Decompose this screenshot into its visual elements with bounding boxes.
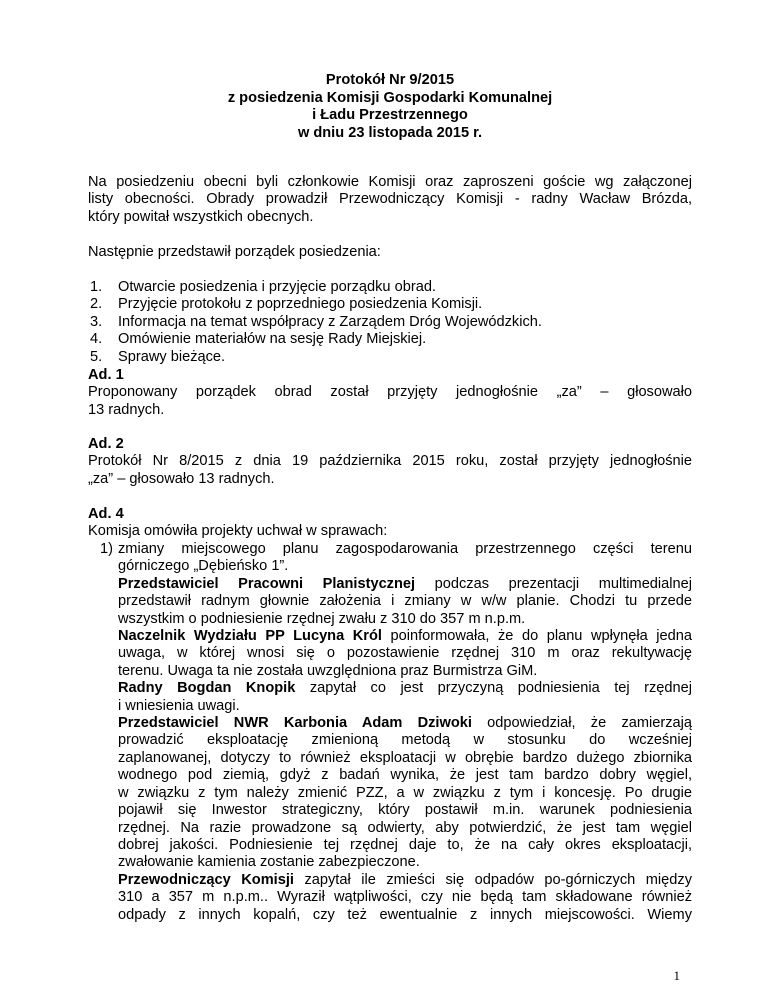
speaker-line: przedstawił radnym głownie założenia i zmiany w w/w planie. Chodzi tu przede xyxy=(118,593,692,610)
agenda-text: Sprawy bieżące. xyxy=(118,348,226,365)
speaker-name: Naczelnik Wydziału PP Lucyna Król xyxy=(118,628,382,645)
speaker-name: Przedstawiciel NWR Karbonia Adam Dziwoki xyxy=(118,715,472,732)
speaker-line xyxy=(116,872,692,889)
agenda-text: Otwarcie posiedzenia i przyjęcie porządku obrad. xyxy=(118,279,436,295)
title-line-2: z posiedzenia Komisji Gospodarki Komunalnej xyxy=(227,89,553,106)
item-line: zmiany miejscowego planu zagospodarowania przestrzennego części terenu xyxy=(118,541,692,557)
ad1-line: Proponowany porządek obrad został przyjęty jednogłośnie „za” – głosowało xyxy=(88,384,692,401)
agenda-number: 2. xyxy=(90,296,103,313)
speaker-name: Przewodniczący Komisji xyxy=(118,871,294,888)
agenda-item xyxy=(88,279,692,296)
intro-line: który powitał wszystkich obecnych. xyxy=(88,208,314,225)
title-line-1: Protokół Nr 9/2015 xyxy=(325,72,455,88)
intro-line: listy obecności. Obrady prowadził Przewodniczący Komisji - radny Wacław Brózda, xyxy=(88,191,692,208)
speaker-line: wszystkim o podniesienie rzędnej zwału z 310 do 357 m n.p.m. xyxy=(118,610,526,627)
agenda-item xyxy=(88,331,692,348)
agenda-text: Przyjęcie protokołu z poprzedniego posiedzenia Komisji. xyxy=(118,296,483,313)
intro-paragraph xyxy=(88,174,692,226)
agenda-number: 3. xyxy=(90,313,103,330)
speaker-line: w związku z tym należy zmienić PZZ, a w związku z tym i koncesję. Po drugie xyxy=(118,784,692,801)
agenda-number: 1. xyxy=(90,279,103,295)
title-line-4: w dniu 23 listopada 2015 r. xyxy=(297,124,483,141)
speaker-text: podczas prezentacji multimedialnej xyxy=(415,575,692,592)
document-title xyxy=(88,72,692,142)
ad1-line: 13 radnych. xyxy=(88,401,165,418)
speaker-line: rzędnej. Na razie prowadzone są odwierty, aby potwierdzić, że jest tam węgiel xyxy=(118,819,692,836)
intro-line: Na posiedzeniu obecni byli członkowie Komisji oraz zaproszeni goście wg załączonej xyxy=(88,174,692,190)
speaker-line: 310 a 357 m n.p.m.. Wyraził wątpliwości, czy nie będą tam składowane również xyxy=(118,889,692,906)
speaker-text: zapytał ile zmieści się odpadów po-górniczych między xyxy=(293,871,692,888)
speaker-name: Przedstawiciel Pracowni Planistycznej xyxy=(118,575,416,592)
agenda-list xyxy=(88,279,692,366)
speaker-line: i wniesienia uwagi. xyxy=(118,697,240,714)
speaker-line: prowadzić eksploatację zmienioną metodą w stosunku do wcześniej xyxy=(118,732,692,749)
ad1-heading: Ad. 1 xyxy=(88,367,124,383)
speaker-line: zaplanowanej, dotyczy to również eksploatacji w obrębie bardzo dużego zbiornika xyxy=(118,749,692,766)
agenda-intro: Następnie przedstawił porządek posiedzenia: xyxy=(88,244,381,260)
speaker-text: poinformowała, że do planu wpłynęła jedna xyxy=(381,628,692,645)
ad2-line: „za” – głosowało 13 radnych. xyxy=(88,470,275,487)
agenda-text: Informacja na temat współpracy z Zarządem Dróg Wojewódzkich. xyxy=(118,313,542,330)
ad1-section xyxy=(88,367,692,419)
speaker-line: wodnego pod ziemią, gdyż z badań wynika, że jest tam bardzo dobry węgiel, xyxy=(118,767,692,784)
speaker-line xyxy=(116,715,692,732)
item-number: 1) xyxy=(100,541,113,557)
speaker-line: uwaga, w której wnosi się o pozostawienie rzędnej 310 m oraz rekultywację xyxy=(118,645,692,662)
speaker-line: pojawił się Inwestor strategiczny, który postawił m.in. warunek podniesienia xyxy=(118,802,692,819)
ad2-heading: Ad. 2 xyxy=(88,436,124,452)
speaker-text: zapytał co jest przyczyną podniesienia tej rzędnej xyxy=(295,680,693,697)
ad2-section xyxy=(88,436,692,488)
speaker-line xyxy=(116,628,692,645)
item-line: górniczego „Dębieńsko 1”. xyxy=(118,558,289,575)
speaker-line: dobrej jakości. Podniesienie tej rzędnej daje to, że na cały okres eksploatacji, xyxy=(118,836,692,853)
ad4-intro: Komisja omówiła projekty uchwał w sprawach: xyxy=(88,523,388,540)
ad2-line: Protokół Nr 8/2015 z dnia 19 października 2015 roku, został przyjęty jednogłośnie xyxy=(88,453,692,470)
ad4-section xyxy=(88,506,692,541)
agenda-number: 5. xyxy=(90,348,103,365)
agenda-item xyxy=(88,296,692,313)
speaker-line: zwałowanie kamienia zostanie zabezpieczone. xyxy=(118,854,420,871)
agenda-item xyxy=(88,349,692,366)
ad4-item-1 xyxy=(100,541,692,924)
page-number: 1 xyxy=(673,968,680,983)
speaker-line xyxy=(116,680,692,697)
speaker-name: Radny Bogdan Knopik xyxy=(118,680,296,697)
agenda-text: Omówienie materiałów na sesję Rady Miejskiej. xyxy=(118,331,427,348)
speaker-text: odpowiedział, że zamierzają xyxy=(471,715,692,732)
agenda-number: 4. xyxy=(90,331,103,348)
speaker-line: odpady z innych kopalń, czy też ewentualnie z innych miejscowości. Wiemy xyxy=(118,906,692,923)
speaker-line xyxy=(116,576,692,593)
speaker-line: terenu. Uwaga ta nie została uwzględniona praz Burmistrza GiM. xyxy=(118,662,538,679)
ad4-heading: Ad. 4 xyxy=(88,506,124,522)
agenda-item xyxy=(88,314,692,331)
title-line-3: i Ładu Przestrzennego xyxy=(312,107,468,124)
